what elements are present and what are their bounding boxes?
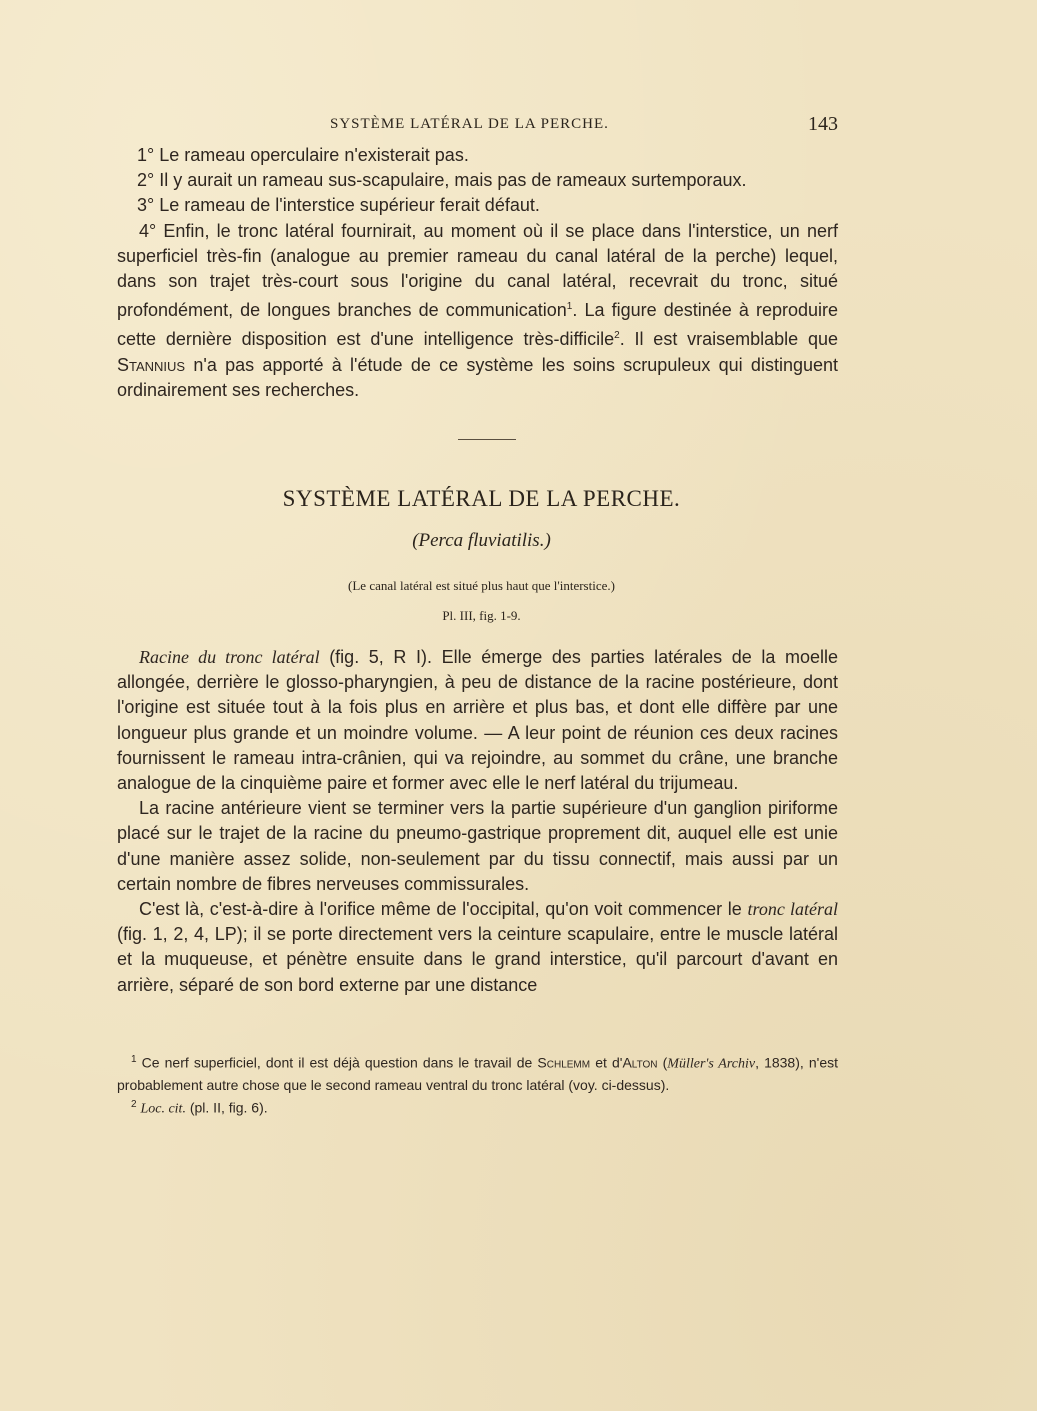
main-text-block <box>117 645 838 998</box>
list-item: 3° Le rameau de l'interstice supérieur ferait défaut. <box>137 195 540 216</box>
footnote-ref[interactable]: 2 <box>614 330 620 342</box>
paragraph: La racine antérieure vient se terminer vers la partie supérieure d'un ganglion piriforme placé sur le trajet de la racine du pneumo-gastrique proprement dit, auquel elle est unie d'une manière assez solide, non-seulement par du tissu connectif, mais aussi par un certain nombre de fibres nerveuses commissurales. <box>117 798 838 894</box>
top-list-block <box>117 143 838 403</box>
latin-name: (Perca fluviatilis.) <box>412 530 551 551</box>
list-item-4: 4° Enfin, le tronc latéral fournirait, au moment où il se place dans l'interstice, un nerf superficiel très-fin (analogue au premier rameau du canal latéral de la perche) lequel, dans son trajet très-court sous l'origine du canal latéral, recevrait du tronc, situé profondément, de longues branches de communication$^1$. La figure destinée à reproduire cette dernière disposition est d'une intelligence très-difficile$^2$. Il est vraisemblable que Stannius n'a pas apporté à l'étude de ce système les soins scrupuleux qui distinguent ordinairement ses recherches. <box>117 220 838 400</box>
list-item: 1° Le rameau operculaire n'existerait pas. <box>137 145 469 165</box>
paragraph: C'est là, c'est-à-dire à l'orifice même de l'occipital, qu'on voit commencer le tronc latéral (fig. 1, 2, 4, LP); il se porte directement vers la ceinture scapulaire, entre le muscle latéral et la muqueuse, et pénètre ensuite dans le grand interstice, qu'il parcourt d'avant en arrière, séparé de son bord externe par une distance <box>117 899 838 995</box>
footnote: $^2$ Loc. cit. (pl. II, fig. 6). <box>131 1098 268 1117</box>
footnote-ref[interactable]: 1 <box>566 301 573 313</box>
list-item: 2° Il y aurait un rameau sus-scapulaire, mais pas de rameaux surtemporaux. <box>137 170 747 191</box>
footnotes <box>117 1050 838 1119</box>
page-number: 143 <box>808 113 838 135</box>
author-name: Stannius <box>117 354 186 375</box>
section-note: (Le canal latéral est situé plus haut que l'interstice.) <box>348 578 615 593</box>
section-title: SYSTÈME LATÉRAL DE LA PERCHE. <box>282 486 681 511</box>
section-divider <box>458 439 516 440</box>
term: tronc latéral <box>747 899 838 920</box>
paragraph-lead: Racine du tronc latéral <box>139 647 320 667</box>
footnote: $^1$ Ce nerf superficiel, dont il est déjà question dans le travail de Schlemm et d'Alton (Müller's Archiv, 1838), n'est probablement autre chose que le second rameau ventral du tronc latéral (voy. ci-dessus). <box>117 1054 838 1093</box>
running-head: SYSTÈME LATÉRAL DE LA PERCHE. <box>330 116 609 132</box>
paragraph: Racine du tronc latéral (fig. 5, R I). Elle émerge des parties latérales de la moelle allongée, derrière le glosso-pharyngien, à peu de distance de la racine postérieure, dont l'origine est située tout à la fois plus en arrière et plus bas, et dont elle diffère par une longueur plus grande et un moindre volume. — A leur point de réunion ces deux racines fournissent le rameau intra-crânien, qui va rejoindre, au sommet du crâne, une branche analogue de la cinquième paire et former avec elle le nerf latéral du trijumeau. <box>117 647 838 794</box>
plate-reference: Pl. III, fig. 1-9. <box>442 608 521 623</box>
